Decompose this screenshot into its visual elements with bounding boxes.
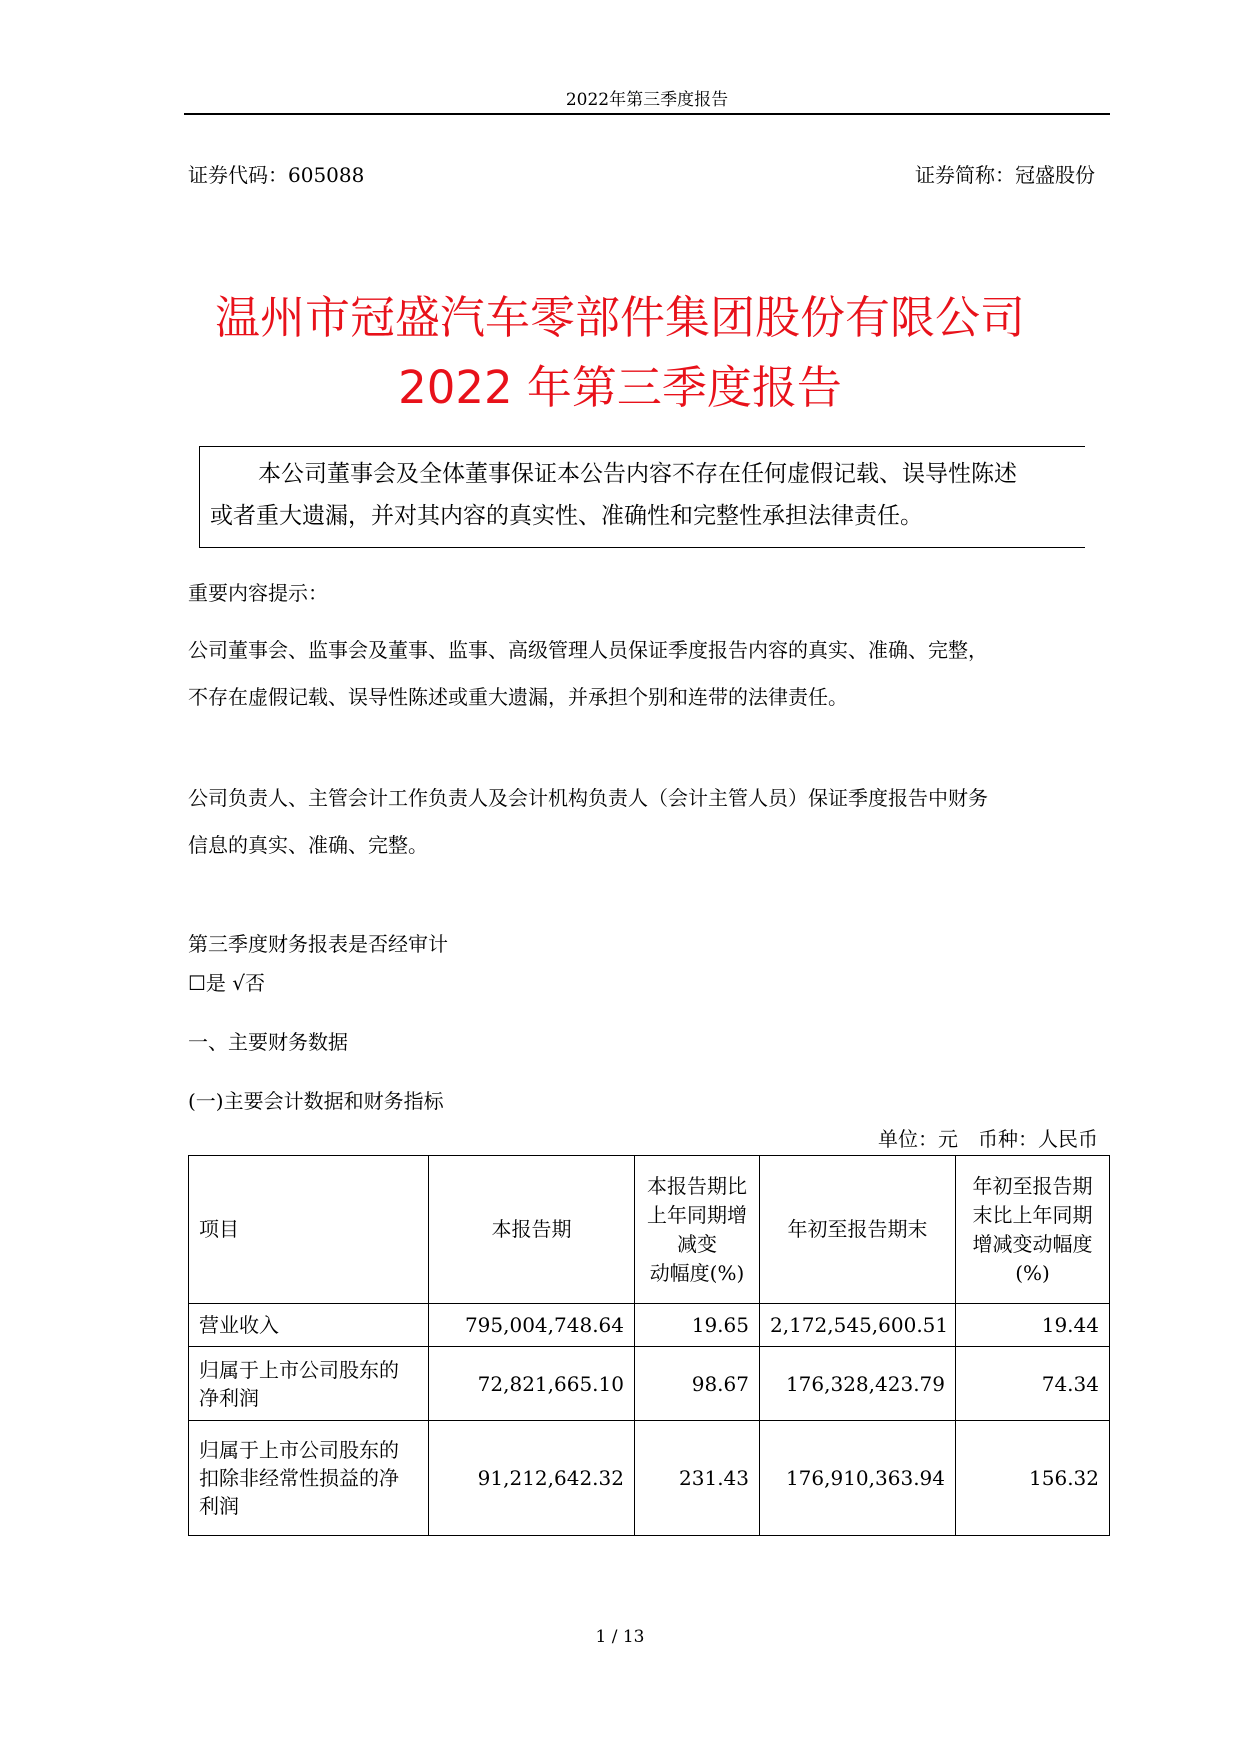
- row-item: [189, 1304, 429, 1347]
- important-p2-line1: 公司负责人、主管会计工作负责人及会计机构负责人（会计主管人员）保证季度报告中财务: [188, 786, 988, 810]
- page-number: 1 / 13: [595, 1627, 645, 1647]
- table-row: [189, 1304, 1110, 1347]
- header-ytd: 年初至报告期末: [760, 1156, 956, 1304]
- cell-ytd-change: 19.44: [956, 1304, 1110, 1347]
- cell-ytd: 176,328,423.79: [760, 1347, 956, 1421]
- header-line: 本报告期比: [647, 1173, 747, 1198]
- audit-options: ☐是 √否: [188, 971, 266, 995]
- running-header: 2022年第三季度报告: [565, 90, 729, 110]
- item-line: 营业收入: [199, 1313, 279, 1337]
- item-line: 扣除非经常性损益的净: [199, 1466, 399, 1490]
- cell-ytd-change: 156.32: [956, 1421, 1110, 1536]
- cell-ytd: 2,172,545,600.51: [760, 1304, 956, 1347]
- important-p1-line1: 公司董事会、监事会及董事、监事、高级管理人员保证季度报告内容的真实、准确、完整，: [188, 638, 988, 662]
- audit-question: 第三季度财务报表是否经审计: [188, 932, 448, 956]
- header-line: 末比上年同期: [972, 1202, 1093, 1227]
- board-notice-box: [199, 446, 1085, 548]
- header-line: 增减变动幅度: [972, 1231, 1093, 1256]
- important-heading: 重要内容提示：: [188, 581, 328, 605]
- cell-ytd: 176,910,363.94: [760, 1421, 956, 1536]
- important-p1-line2: 不存在虚假记载、误导性陈述或重大遗漏，并承担个别和连带的法律责任。: [188, 685, 848, 709]
- important-p2-line2: 信息的真实、准确、完整。: [188, 833, 428, 857]
- stock-code: 证券代码：605088: [188, 163, 365, 187]
- stock-short-name: 证券简称：冠盛股份: [915, 163, 1095, 187]
- header-rule: [184, 113, 1110, 115]
- item-line: 净利润: [199, 1385, 259, 1410]
- cell-current: 72,821,665.10: [429, 1347, 635, 1421]
- cell-current: 91,212,642.32: [429, 1421, 635, 1536]
- cell-current: 795,004,748.64: [429, 1304, 635, 1347]
- table-row: [189, 1347, 1110, 1421]
- table-unit-note: 单位：元 币种：人民币: [878, 1127, 1098, 1151]
- item-line: 归属于上市公司股东的: [199, 1357, 399, 1382]
- header-line: 动幅度(%): [649, 1260, 745, 1285]
- report-title: 2022 年第三季度报告: [398, 361, 842, 414]
- header-current-change: [635, 1156, 760, 1304]
- header-line: 上年同期增: [647, 1202, 747, 1227]
- company-title: 温州市冠盛汽车零部件集团股份有限公司: [214, 291, 1025, 344]
- table-header-row: [189, 1156, 1110, 1304]
- header-line: 减变: [677, 1231, 717, 1256]
- header-current-period: 本报告期: [429, 1156, 635, 1304]
- header-ytd-change: [956, 1156, 1110, 1304]
- notice-line-1: 本公司董事会及全体董事保证本公告内容不存在任何虚假记载、误导性陈述: [258, 461, 1017, 487]
- cell-current-change: 231.43: [635, 1421, 760, 1536]
- cell-current-change: 98.67: [635, 1347, 760, 1421]
- table-row: [189, 1421, 1110, 1536]
- row-item: [189, 1421, 429, 1536]
- item-line: 归属于上市公司股东的: [199, 1438, 399, 1462]
- financial-data-table: [188, 1155, 1110, 1536]
- notice-line-2: 或者重大遗漏，并对其内容的真实性、准确性和完整性承担法律责任。: [210, 503, 923, 529]
- cell-ytd-change: 74.34: [956, 1347, 1110, 1421]
- section-subtitle: (一)主要会计数据和财务指标: [188, 1089, 444, 1113]
- section-title: 一、主要财务数据: [188, 1030, 348, 1054]
- security-info-row: [188, 160, 1095, 190]
- header-item: 项目: [189, 1156, 429, 1304]
- item-line: 利润: [199, 1494, 239, 1518]
- header-line: 年初至报告期: [972, 1173, 1093, 1198]
- cell-current-change: 19.65: [635, 1304, 760, 1347]
- header-line: (%): [1015, 1260, 1050, 1285]
- row-item: [189, 1347, 429, 1421]
